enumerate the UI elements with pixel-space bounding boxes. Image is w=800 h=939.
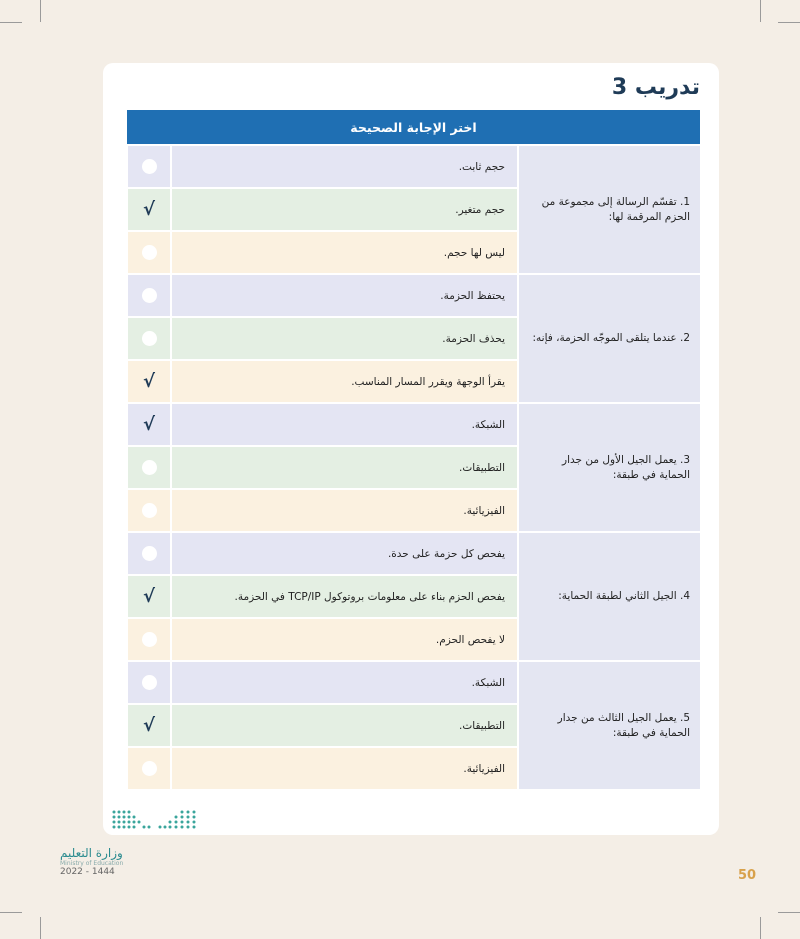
checkmark-icon: √: [142, 585, 155, 607]
answer-radio-cell[interactable]: [127, 403, 171, 446]
radio-circle-icon[interactable]: [142, 159, 157, 174]
question-text: 2. عندما يتلقى الموجّه الحزمة، فإنه:: [518, 274, 700, 403]
answer-option: يحذف الحزمة.: [171, 317, 518, 360]
answer-option: ليس لها حجم.: [171, 231, 518, 274]
answer-radio-cell[interactable]: [127, 532, 171, 575]
answer-option: التطبيقات.: [171, 446, 518, 489]
answer-radio-cell[interactable]: [127, 661, 171, 704]
question-text: 4. الجيل الثاني لطبقة الحماية:: [518, 532, 700, 661]
page-number: 50: [738, 868, 757, 883]
ministry-logo: [110, 808, 205, 834]
answer-radio-cell[interactable]: [127, 231, 171, 274]
ministry-name-en: Ministry of Education: [60, 860, 124, 867]
answer-radio-cell[interactable]: [127, 704, 171, 747]
checkmark-icon: √: [142, 198, 155, 220]
answer-option: حجم ثابت.: [171, 145, 518, 188]
crop-mark: [778, 22, 800, 23]
answer-radio-cell[interactable]: [127, 274, 171, 317]
radio-circle-icon[interactable]: [142, 632, 157, 647]
radio-circle-icon[interactable]: [142, 546, 157, 561]
answer-radio-cell[interactable]: [127, 360, 171, 403]
crop-mark: [0, 22, 22, 23]
table-row: [127, 145, 700, 188]
answer-radio-cell[interactable]: [127, 489, 171, 532]
answer-option: الفيزيائية.: [171, 747, 518, 789]
answer-radio-cell[interactable]: [127, 145, 171, 188]
answer-option: يقرأ الوجهة ويقرر المسار المناسب.: [171, 360, 518, 403]
answer-option: الشبكة.: [171, 661, 518, 704]
answer-option: لا يفحص الحزم.: [171, 618, 518, 661]
radio-circle-icon[interactable]: [142, 288, 157, 303]
crop-mark: [40, 917, 41, 939]
table-row: [127, 661, 700, 704]
answer-option: يحتفظ الحزمة.: [171, 274, 518, 317]
table-row: [127, 532, 700, 575]
question-text: 3. يعمل الجيل الأول من جدار الحماية في طبقة:: [518, 403, 700, 532]
question-text: 1. تقسّم الرسالة إلى مجموعة من الحزم المرقمة لها:: [518, 145, 700, 274]
answer-option: التطبيقات.: [171, 704, 518, 747]
crop-mark: [0, 912, 22, 913]
answer-radio-cell[interactable]: [127, 747, 171, 789]
radio-circle-icon[interactable]: [142, 331, 157, 346]
crop-mark: [760, 917, 761, 939]
crop-mark: [778, 912, 800, 913]
checkmark-icon: √: [142, 413, 155, 435]
answer-option: يفحص كل حزمة على حدة.: [171, 532, 518, 575]
table-row: [127, 274, 700, 317]
quiz-table: [126, 110, 700, 789]
answer-radio-cell[interactable]: [127, 618, 171, 661]
checkmark-icon: √: [142, 714, 155, 736]
answer-radio-cell[interactable]: [127, 317, 171, 360]
radio-circle-icon[interactable]: [142, 761, 157, 776]
ministry-name-ar: وزارة التعليم: [60, 846, 123, 860]
radio-circle-icon[interactable]: [142, 460, 157, 475]
edition-year: 2022 - 1444: [60, 867, 115, 877]
table-row: [127, 403, 700, 446]
crop-mark: [760, 0, 761, 22]
answer-radio-cell[interactable]: [127, 446, 171, 489]
radio-circle-icon[interactable]: [142, 245, 157, 260]
answer-option: الفيزيائية.: [171, 489, 518, 532]
exercise-title: تدريب 3: [611, 75, 700, 100]
radio-circle-icon[interactable]: [142, 503, 157, 518]
answer-option: حجم متغير.: [171, 188, 518, 231]
radio-circle-icon[interactable]: [142, 675, 157, 690]
answer-option: الشبكة.: [171, 403, 518, 446]
answer-radio-cell[interactable]: [127, 575, 171, 618]
answer-option: يفحص الحزم بناء على معلومات بروتوكول TCP/IP في الحزمة.: [171, 575, 518, 618]
checkmark-icon: √: [142, 370, 155, 392]
crop-mark: [40, 0, 41, 22]
table-header: اختر الإجابة الصحيحة: [127, 110, 700, 145]
question-text: 5. يعمل الجيل الثالث من جدار الحماية في طبقة:: [518, 661, 700, 789]
answer-radio-cell[interactable]: [127, 188, 171, 231]
ministry-text: [60, 846, 190, 877]
